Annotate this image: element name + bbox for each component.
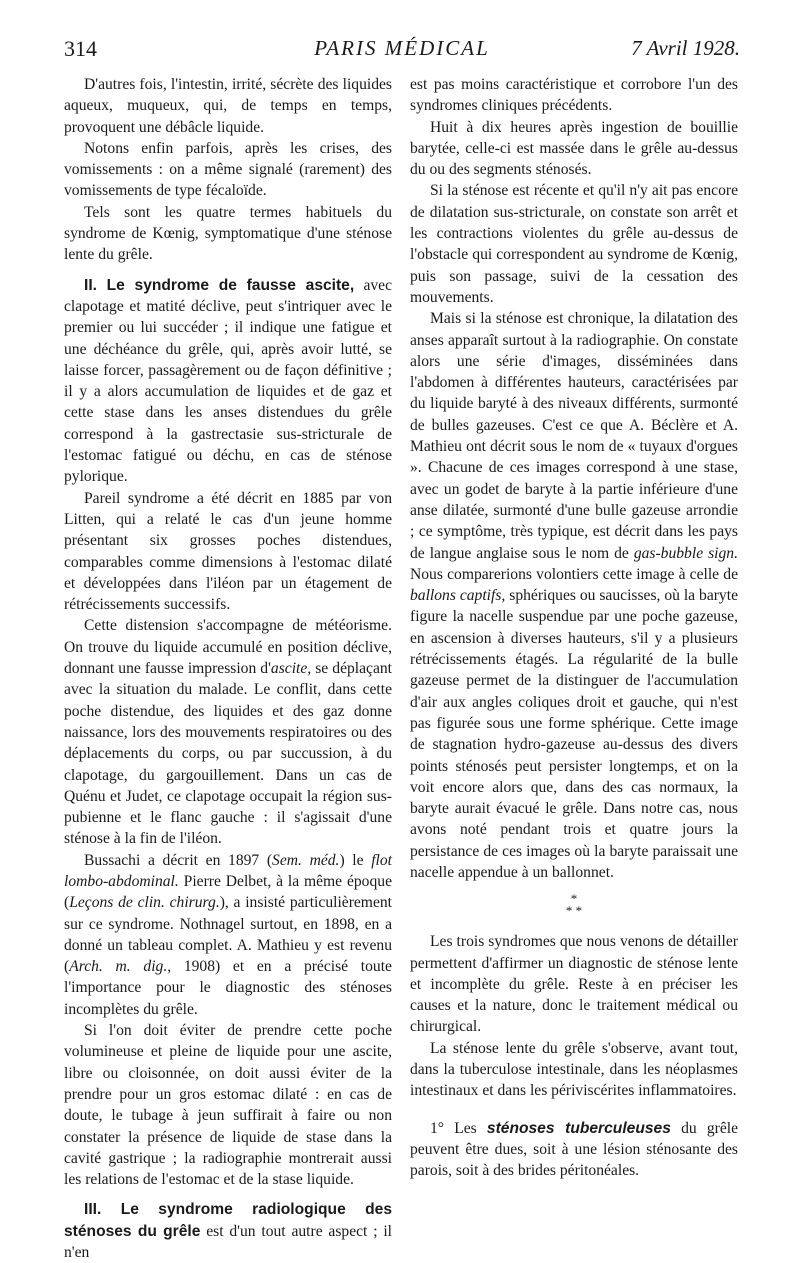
right-column — [410, 74, 738, 1182]
paragraph: Mais si la sténose est chronique, la dilatation des anses apparaît surtout à la radiographie. On constate alors une série d'images, disséminées dans l'abdomen à différentes hauteurs, caractérisées par du liquide baryté à des niveaux différents, surmonté de bulles gazeuses. C'est ce que A. Béclère et A. Mathieu ont décrit sous le nom de « tuyaux d'orgues ». Chacune de ces images correspond à une stase, avec un godet de baryte à la partie inférieure d'une anse dilatée, surmonté d'une bulle gazeuse arrondie ; ce symptôme, très typique, est décrit dans les pays de langue anglaise sous le nom de gas-bubble sign. Nous comparerions volontiers cette image à celle de ballons captifs, sphériques ou saucisses, où la baryte figure la nacelle suspendue par une poche gazeuse, en ascension à diverses hauteurs, s'il y a plusieurs rétrécissements étagés. La régularité de la bulle gazeuse permet de la distinguer de l'accumulation d'air aux angles coliques droit et gauche, qui n'est pas figurée sous une forme sphérique. Cette image de stagnation hydro-gazeuse au-dessus des divers points sténosés peut persister longtemps, et on la voit encore alors que, dans des cas normaux, la baryte aurait évacué le grêle. Dans notre cas, nous avons noté pendant trois et quatre jours la persistance de ces images où la baryte paraissait une nacelle appendue à un ballonnet. — [410, 310, 739, 881]
subsection-heading: sténoses tuberculeuses — [486, 1119, 671, 1137]
paragraph: La sténose lente du grêle s'observe, avant tout, dans la tuberculose intestinale, dans les néoplasmes intestinaux et dans les périviscérites inflammatoires. — [410, 1039, 738, 1100]
page-number: 314 — [64, 36, 97, 61]
paragraph: Pareil syndrome a été décrit en 1885 par von Litten, qui a relaté le cas d'un jeune homme présentant six grosses poches distendues, comparables comme dimensions à l'estomac dilaté et développées dans l'iléon par un étagement de rétrécissements successifs. — [64, 489, 392, 614]
section-iii-paragraph: III. Le syndrome radiologique des sténoses du grêle est d'un tout autre aspect ; il n'en — [64, 1201, 392, 1262]
journal-title: PARIS MÉDICAL — [314, 36, 490, 60]
paragraph: Bussachi a décrit en 1897 (Sem. méd.) le flot lombo-abdominal. Pierre Delbet, à la même époque (Leçons de clin. chirurg.), a insisté particulièrement sur ce syndrome. Nothnagel surtout, en 1898, en a donné un tableau complet. A. Mathieu y est revenu (Arch. m. dig., 1908) et en a précisé toute l'importance pour le diagnostic des sténoses incomplètes du grêle. — [64, 851, 392, 1018]
paragraph: Les trois syndromes que nous venons de détailler permettent d'affirmer un diagnostic de sténose lente et incomplète du grêle. Reste à en préciser les causes et la nature, donc le traitement médical ou chirurgical. — [410, 933, 738, 1036]
section-heading-iii: III. Le syndrome radiologique des sténoses du grêle — [64, 1201, 392, 1240]
paragraph: Cette distension s'accompagne de météorisme. On trouve du liquide accumulé en position déclive, donnant une fausse impression d'ascite, se déplaçant avec la situation du malade. Le conflit, dans cette poche distendue, des liquides et des gaz donne naissance, lors des mouvements respiratoires ou des déplacements du corps, ou par succussion, à du clapotage, du gargouillement. Dans un cas de Quénu et Judet, ce clapotage occupait la région sus-pubienne et le flanc gauche : il s'agissait d'une sténose à la fin de l'iléon. — [64, 617, 393, 848]
section-separator-asterism: * * * — [565, 891, 583, 919]
section-ii-paragraph: II. Le syndrome de fausse ascite, avec clapotage et matité déclive, peut s'intriquer avec le premier ou lui succéder ; il indique une fatigue et une déchéance du grêle, qui, après avoir lutté, se laisse forcer, passagèrement ou de façon définitive ; il y a alors accumulation de liquides et de gaz et cette stase dans les anses distendues du grêle correspond à la gastrectasie sus-stricturale de l'estomac fatigué ou déchu, en cas de sténose pylorique. — [64, 276, 392, 486]
paragraph: Huit à dix heures après ingestion de bouillie barytée, celle-ci est massée dans le grêle au-dessus du ou des segments sténosés. — [410, 118, 738, 179]
subsection-paragraph: 1° Les sténoses tuberculeuses du grêle peuvent être dues, soit à une lésion sténosante des parois, soit à des brides péritonéales. — [410, 1119, 738, 1180]
page-header — [64, 36, 740, 66]
paragraph: Tels sont les quatre termes habituels du syndrome de Kœnig, symptomatique d'une sténose lente du grêle. — [64, 203, 392, 264]
paragraph: Si la sténose est récente et qu'il n'y ait pas encore de dilatation sus-stricturale, on constate son arrêt et les contractions violentes du grêle au-dessus de l'obstacle qui correspondent au syndrome de Kœnig, puis son passage, suivi de la cessation des mouvements. — [410, 182, 738, 306]
paragraph: D'autres fois, l'intestin, irrité, sécrète des liquides aqueux, muqueux, qui, de temps en temps, provoquent une débâcle liquide. — [64, 76, 392, 136]
section-heading-ii: II. Le syndrome de fausse ascite, — [84, 276, 355, 294]
left-column — [64, 74, 392, 1263]
paragraph: Notons enfin parfois, après les crises, des vomissements : on a même signalé (rarement) des vomissements de type fécaloïde. — [64, 139, 392, 200]
paragraph: Si l'on doit éviter de prendre cette poche volumineuse et pleine de liquide pour une ascite, libre ou cloisonnée, on doit aussi éviter de la prendre pour un gros estomac dilaté : en cas de doute, le tubage à jeun suffirait à faire ou non constater la présence de liquide de stase dans la cavité gastrique ; la radiographie montrerait aussi les relations de l'estomac et de la stase liquide. — [64, 1022, 392, 1189]
paragraph: est pas moins caractéristique et corrobore l'un des syndromes cliniques précédents. — [410, 76, 738, 115]
issue-date: 7 Avril 1928. — [631, 36, 740, 60]
